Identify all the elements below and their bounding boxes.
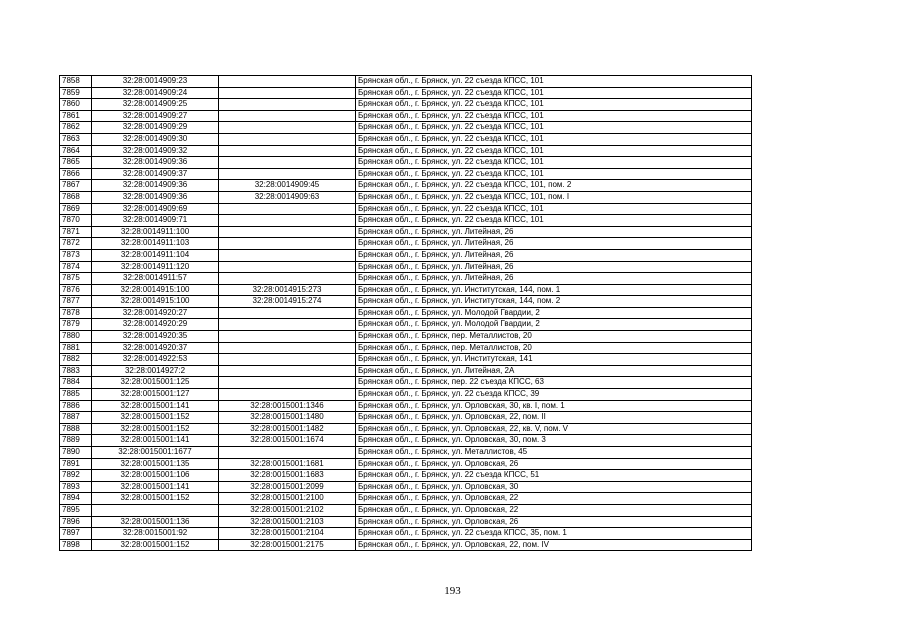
object-number-cell: 32:28:0015001:2104 <box>219 528 356 540</box>
address-cell: Брянская обл., г. Брянск, ул. 22 съезда КПСС, 101 <box>356 168 752 180</box>
object-number-cell <box>219 249 356 261</box>
cadastral-number-cell: 32:28:0014909:23 <box>92 76 219 88</box>
address-cell: Брянская обл., г. Брянск, ул. Литейная, 26 <box>356 226 752 238</box>
row-number-cell: 7871 <box>60 226 92 238</box>
table-row <box>60 377 752 389</box>
row-number-cell: 7865 <box>60 157 92 169</box>
object-number-cell <box>219 331 356 343</box>
row-number-cell: 7885 <box>60 389 92 401</box>
cadastral-number-cell: 32:28:0015001:135 <box>92 458 219 470</box>
row-number-cell: 7898 <box>60 539 92 551</box>
object-number-cell <box>219 99 356 111</box>
object-number-cell: 32:28:0015001:1482 <box>219 423 356 435</box>
cadastral-number-cell: 32:28:0015001:141 <box>92 400 219 412</box>
object-number-cell: 32:28:0015001:2099 <box>219 481 356 493</box>
table-row <box>60 307 752 319</box>
cadastral-number-cell: 32:28:0014909:24 <box>92 87 219 99</box>
cadastral-number-cell: 32:28:0014920:37 <box>92 342 219 354</box>
row-number-cell: 7870 <box>60 215 92 227</box>
page-number: 193 <box>444 585 461 597</box>
address-cell: Брянская обл., г. Брянск, ул. Литейная, 26 <box>356 261 752 273</box>
cadastral-number-cell: 32:28:0014909:25 <box>92 99 219 111</box>
object-number-cell <box>219 157 356 169</box>
table-row <box>60 191 752 203</box>
address-cell: Брянская обл., г. Брянск, ул. Орловская, 22, пом. II <box>356 412 752 424</box>
cadastral-number-cell: 32:28:0014911:120 <box>92 261 219 273</box>
address-cell: Брянская обл., г. Брянск, ул. Орловская, 22, кв. V, пом. V <box>356 423 752 435</box>
table-row <box>60 168 752 180</box>
object-number-cell: 32:28:0015001:2103 <box>219 516 356 528</box>
object-number-cell: 32:28:0015001:2175 <box>219 539 356 551</box>
cadastral-number-cell: 32:28:0014909:69 <box>92 203 219 215</box>
address-cell: Брянская обл., г. Брянск, ул. Литейная, 2А <box>356 365 752 377</box>
table-row <box>60 458 752 470</box>
table-row <box>60 354 752 366</box>
address-cell: Брянская обл., г. Брянск, ул. Литейная, 26 <box>356 238 752 250</box>
table-row <box>60 261 752 273</box>
cadastral-number-cell: 32:28:0015001:106 <box>92 470 219 482</box>
cadastral-number-cell: 32:28:0014909:36 <box>92 191 219 203</box>
table-row <box>60 400 752 412</box>
table-row <box>60 215 752 227</box>
object-number-cell <box>219 377 356 389</box>
table-row <box>60 342 752 354</box>
cadastral-number-cell: 32:28:0014927:2 <box>92 365 219 377</box>
cadastral-number-cell: 32:28:0014911:103 <box>92 238 219 250</box>
table-row <box>60 389 752 401</box>
table-row <box>60 319 752 331</box>
cadastral-number-cell: 32:28:0014909:29 <box>92 122 219 134</box>
table-row <box>60 122 752 134</box>
cadastral-number-cell: 32:28:0014909:27 <box>92 110 219 122</box>
address-cell: Брянская обл., г. Брянск, ул. 22 съезда КПСС, 101 <box>356 133 752 145</box>
cadastral-number-cell: 32:28:0014915:100 <box>92 284 219 296</box>
row-number-cell: 7862 <box>60 122 92 134</box>
address-cell: Брянская обл., г. Брянск, ул. Металлистов, 45 <box>356 447 752 459</box>
cadastral-number-cell: 32:28:0015001:152 <box>92 493 219 505</box>
row-number-cell: 7866 <box>60 168 92 180</box>
address-cell: Брянская обл., г. Брянск, ул. 22 съезда КПСС, 101, пом. 2 <box>356 180 752 192</box>
address-cell: Брянская обл., г. Брянск, ул. Институтская, 144, пом. 2 <box>356 296 752 308</box>
row-number-cell: 7873 <box>60 249 92 261</box>
cadastral-number-cell: 32:28:0015001:141 <box>92 435 219 447</box>
address-cell: Брянская обл., г. Брянск, ул. Институтская, 141 <box>356 354 752 366</box>
row-number-cell: 7882 <box>60 354 92 366</box>
address-cell: Брянская обл., г. Брянск, ул. 22 съезда КПСС, 101 <box>356 99 752 111</box>
object-number-cell <box>219 215 356 227</box>
cadastral-number-cell: 32:28:0014909:30 <box>92 133 219 145</box>
object-number-cell <box>219 389 356 401</box>
table-row <box>60 157 752 169</box>
address-cell: Брянская обл., г. Брянск, ул. 22 съезда КПСС, 101 <box>356 215 752 227</box>
cadastral-number-cell: 32:28:0014911:57 <box>92 273 219 285</box>
address-cell: Брянская обл., г. Брянск, ул. Орловская, 22, пом. IV <box>356 539 752 551</box>
object-number-cell: 32:28:0015001:2102 <box>219 504 356 516</box>
row-number-cell: 7894 <box>60 493 92 505</box>
cadastral-number-cell: 32:28:0015001:92 <box>92 528 219 540</box>
row-number-cell: 7859 <box>60 87 92 99</box>
object-number-cell <box>219 307 356 319</box>
address-cell: Брянская обл., г. Брянск, ул. Орловская, 26 <box>356 458 752 470</box>
object-number-cell <box>219 319 356 331</box>
object-number-cell: 32:28:0014915:274 <box>219 296 356 308</box>
table-row <box>60 412 752 424</box>
object-number-cell: 32:28:0015001:1346 <box>219 400 356 412</box>
cadastral-number-cell: 32:28:0014920:35 <box>92 331 219 343</box>
cadastral-number-cell: 32:28:0014920:27 <box>92 307 219 319</box>
row-number-cell: 7864 <box>60 145 92 157</box>
object-number-cell <box>219 447 356 459</box>
object-number-cell <box>219 365 356 377</box>
table-row <box>60 110 752 122</box>
row-number-cell: 7884 <box>60 377 92 389</box>
address-cell: Брянская обл., г. Брянск, ул. 22 съезда КПСС, 101 <box>356 157 752 169</box>
address-cell: Брянская обл., г. Брянск, пер. Металлистов, 20 <box>356 342 752 354</box>
row-number-cell: 7886 <box>60 400 92 412</box>
row-number-cell: 7889 <box>60 435 92 447</box>
row-number-cell: 7893 <box>60 481 92 493</box>
cadastral-number-cell: 32:28:0014909:71 <box>92 215 219 227</box>
row-number-cell: 7883 <box>60 365 92 377</box>
cadastral-number-cell: 32:28:0014911:104 <box>92 249 219 261</box>
cadastral-number-cell: 32:28:0014909:36 <box>92 157 219 169</box>
object-number-cell: 32:28:0014909:63 <box>219 191 356 203</box>
table-row <box>60 145 752 157</box>
object-number-cell <box>219 273 356 285</box>
row-number-cell: 7881 <box>60 342 92 354</box>
table-row <box>60 203 752 215</box>
address-cell: Брянская обл., г. Брянск, ул. Молодой Гвардии, 2 <box>356 319 752 331</box>
cadastral-number-cell: 32:28:0015001:152 <box>92 423 219 435</box>
cadastral-number-cell: 32:28:0014909:36 <box>92 180 219 192</box>
address-cell: Брянская обл., г. Брянск, ул. Литейная, 26 <box>356 273 752 285</box>
address-cell: Брянская обл., г. Брянск, пер. Металлистов, 20 <box>356 331 752 343</box>
row-number-cell: 7863 <box>60 133 92 145</box>
cadastral-number-cell: 32:28:0015001:127 <box>92 389 219 401</box>
cadastral-number-cell: 32:28:0014915:100 <box>92 296 219 308</box>
address-cell: Брянская обл., г. Брянск, пер. 22 съезда КПСС, 63 <box>356 377 752 389</box>
object-number-cell <box>219 110 356 122</box>
table-row <box>60 87 752 99</box>
address-cell: Брянская обл., г. Брянск, ул. 22 съезда КПСС, 101 <box>356 110 752 122</box>
table-row <box>60 493 752 505</box>
address-cell: Брянская обл., г. Брянск, ул. Орловская, 22 <box>356 493 752 505</box>
cadastral-number-cell: 32:28:0014909:37 <box>92 168 219 180</box>
cadastral-number-cell: 32:28:0014911:100 <box>92 226 219 238</box>
cadastral-number-cell: 32:28:0015001:141 <box>92 481 219 493</box>
address-cell: Брянская обл., г. Брянск, ул. 22 съезда КПСС, 101, пом. I <box>356 191 752 203</box>
object-number-cell <box>219 342 356 354</box>
object-number-cell: 32:28:0015001:1683 <box>219 470 356 482</box>
row-number-cell: 7868 <box>60 191 92 203</box>
address-cell: Брянская обл., г. Брянск, ул. Литейная, 26 <box>356 249 752 261</box>
table-row <box>60 539 752 551</box>
row-number-cell: 7858 <box>60 76 92 88</box>
address-cell: Брянская обл., г. Брянск, ул. 22 съезда КПСС, 101 <box>356 203 752 215</box>
cadastral-number-cell: 32:28:0014909:32 <box>92 145 219 157</box>
object-number-cell: 32:28:0014915:273 <box>219 284 356 296</box>
object-number-cell: 32:28:0015001:1681 <box>219 458 356 470</box>
table-row <box>60 331 752 343</box>
row-number-cell: 7875 <box>60 273 92 285</box>
row-number-cell: 7874 <box>60 261 92 273</box>
object-number-cell <box>219 168 356 180</box>
row-number-cell: 7869 <box>60 203 92 215</box>
address-cell: Брянская обл., г. Брянск, ул. 22 съезда КПСС, 101 <box>356 76 752 88</box>
address-cell: Брянская обл., г. Брянск, ул. Орловская, 30 <box>356 481 752 493</box>
object-number-cell: 32:28:0015001:1674 <box>219 435 356 447</box>
table-row <box>60 470 752 482</box>
cadastral-number-cell: 32:28:0014922:53 <box>92 354 219 366</box>
table-row <box>60 133 752 145</box>
table-row <box>60 99 752 111</box>
row-number-cell: 7878 <box>60 307 92 319</box>
address-cell: Брянская обл., г. Брянск, ул. 22 съезда КПСС, 35, пом. 1 <box>356 528 752 540</box>
address-cell: Брянская обл., г. Брянск, ул. 22 съезда КПСС, 101 <box>356 122 752 134</box>
object-number-cell <box>219 133 356 145</box>
row-number-cell: 7880 <box>60 331 92 343</box>
table-row <box>60 226 752 238</box>
cadastral-number-cell: 32:28:0015001:152 <box>92 412 219 424</box>
object-number-cell <box>219 87 356 99</box>
table-row <box>60 249 752 261</box>
address-cell: Брянская обл., г. Брянск, ул. Орловская, 22 <box>356 504 752 516</box>
address-cell: Брянская обл., г. Брянск, ул. 22 съезда КПСС, 101 <box>356 145 752 157</box>
address-cell: Брянская обл., г. Брянск, ул. 22 съезда КПСС, 101 <box>356 87 752 99</box>
address-cell: Брянская обл., г. Брянск, ул. Орловская, 30, пом. 3 <box>356 435 752 447</box>
cadastral-number-cell: 32:28:0014920:29 <box>92 319 219 331</box>
address-cell: Брянская обл., г. Брянск, ул. 22 съезда КПСС, 51 <box>356 470 752 482</box>
object-number-cell: 32:28:0015001:2100 <box>219 493 356 505</box>
table-row <box>60 76 752 88</box>
object-number-cell <box>219 238 356 250</box>
address-cell: Брянская обл., г. Брянск, ул. Орловская, 30, кв. I, пом. 1 <box>356 400 752 412</box>
registry-table <box>59 75 752 551</box>
row-number-cell: 7892 <box>60 470 92 482</box>
cadastral-number-cell: 32:28:0015001:1677 <box>92 447 219 459</box>
row-number-cell: 7876 <box>60 284 92 296</box>
table-row <box>60 273 752 285</box>
table-row <box>60 435 752 447</box>
object-number-cell <box>219 261 356 273</box>
object-number-cell <box>219 122 356 134</box>
cadastral-number-cell: 32:28:0015001:152 <box>92 539 219 551</box>
address-cell: Брянская обл., г. Брянск, ул. 22 съезда КПСС, 39 <box>356 389 752 401</box>
object-number-cell <box>219 76 356 88</box>
object-number-cell <box>219 203 356 215</box>
table-row <box>60 447 752 459</box>
address-cell: Брянская обл., г. Брянск, ул. Орловская, 26 <box>356 516 752 528</box>
address-cell: Брянская обл., г. Брянск, ул. Молодой Гвардии, 2 <box>356 307 752 319</box>
row-number-cell: 7895 <box>60 504 92 516</box>
row-number-cell: 7867 <box>60 180 92 192</box>
cadastral-number-cell: 32:28:0015001:125 <box>92 377 219 389</box>
table-row <box>60 504 752 516</box>
row-number-cell: 7879 <box>60 319 92 331</box>
table-row <box>60 481 752 493</box>
row-number-cell: 7872 <box>60 238 92 250</box>
table-row <box>60 296 752 308</box>
row-number-cell: 7861 <box>60 110 92 122</box>
object-number-cell: 32:28:0015001:1480 <box>219 412 356 424</box>
row-number-cell: 7891 <box>60 458 92 470</box>
registry-table-body <box>60 76 752 551</box>
object-number-cell <box>219 145 356 157</box>
object-number-cell <box>219 226 356 238</box>
row-number-cell: 7897 <box>60 528 92 540</box>
row-number-cell: 7888 <box>60 423 92 435</box>
object-number-cell: 32:28:0014909:45 <box>219 180 356 192</box>
table-row <box>60 238 752 250</box>
row-number-cell: 7877 <box>60 296 92 308</box>
table-row <box>60 284 752 296</box>
table-row <box>60 528 752 540</box>
row-number-cell: 7887 <box>60 412 92 424</box>
table-row <box>60 180 752 192</box>
address-cell: Брянская обл., г. Брянск, ул. Институтская, 144, пом. 1 <box>356 284 752 296</box>
cadastral-number-cell <box>92 504 219 516</box>
table-row <box>60 365 752 377</box>
table-row <box>60 423 752 435</box>
object-number-cell <box>219 354 356 366</box>
row-number-cell: 7860 <box>60 99 92 111</box>
cadastral-number-cell: 32:28:0015001:136 <box>92 516 219 528</box>
table-row <box>60 516 752 528</box>
row-number-cell: 7896 <box>60 516 92 528</box>
row-number-cell: 7890 <box>60 447 92 459</box>
